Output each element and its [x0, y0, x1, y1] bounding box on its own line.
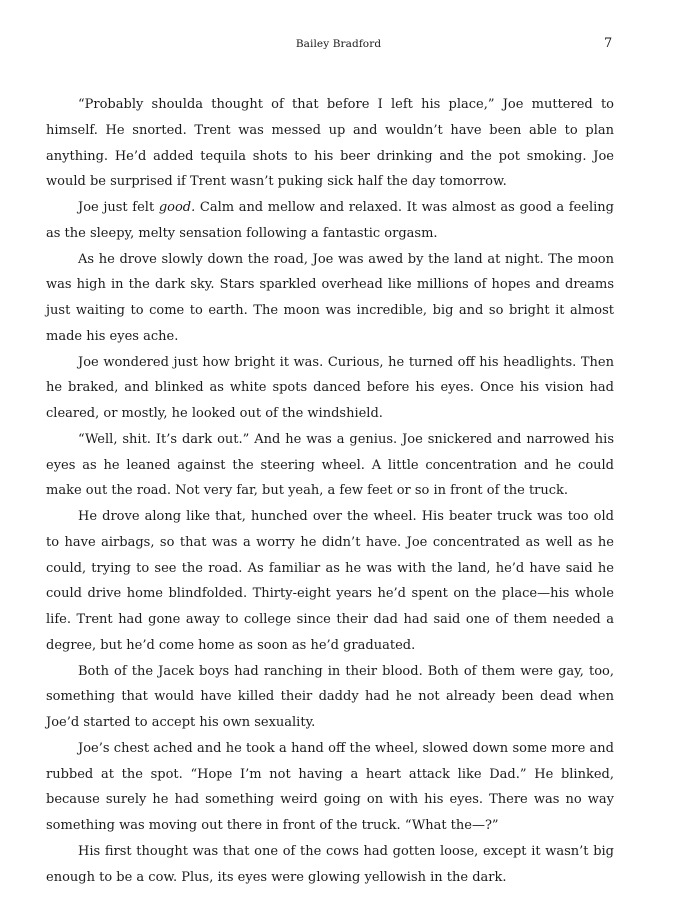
paragraph-7: Both of the Jacek boys had ranching in their blood. Both of them were gay, too, something that would have killed their daddy had he not already been dead when Joe’d started to accept his own sexuality. — [46, 663, 614, 730]
paragraph-4: Joe wondered just how bright it was. Curious, he turned off his headlights. Then he braked, and blinked as white spots danced before his eyes. Once his vision had cleared, or mostly, he looked out of the windshield. — [46, 354, 614, 421]
paragraph-2-rest: Calm and mellow and relaxed. It was almost as good a feeling as the sleepy, melty sensation following a fantastic orgasm. — [46, 200, 614, 241]
paragraph-5: “Well, shit. It’s dark out.” And he was a genius. Joe snickered and narrowed his eyes as he leaned against the steering wheel. A little concentration and he could make out the road. Not very far, but yeah, a few feet or so in front of the truck. — [46, 431, 614, 499]
running-header-author: Bailey Bradford — [295, 38, 382, 50]
paragraph-2 — [46, 195, 614, 247]
paragraph-9: His first thought was that one of the cows had gotten loose, except it wasn’t big enough to be a cow. Plus, its eyes were glowing yellowish in the dark. — [46, 843, 614, 885]
paragraph-2-emphasis: good. — [158, 200, 196, 215]
body-text — [46, 92, 614, 890]
paragraph-6: He drove along like that, hunched over the wheel. His beater truck was too old to have airbags, so that was a worry he didn’t have. Joe concentrated as well as he could, trying to see the road. As familiar as he was with the land, he’d have said he could drive home blindfolded. Thirty-eight years he’d spent on the place—his whole life. Trent had gone away to college since their dad had said one of them needed a degree, but he’d come home as soon as he’d graduated. — [46, 509, 614, 653]
paragraph-1: “Probably shoulda thought of that before I left his place,” Joe muttered to himself. He snorted. Trent was messed up and wouldn’t have been able to plan anything. He’d added tequila shots to his beer drinking and the pot smoking. Joe would be surprised if Trent wasn’t puking sick half the day tomorrow. — [46, 97, 614, 190]
page-number: 7 — [604, 36, 613, 51]
paragraph-2-lead: Joe just felt — [78, 200, 159, 215]
paragraph-8: Joe’s chest ached and he took a hand off the wheel, slowed down some more and rubbed at the spot. “Hope I’m not having a heart attack like Dad.” He blinked, because surely he had something weird going on with his eyes. There was no way something was moving out there in front of the truck. “What the—?” — [46, 740, 614, 833]
paragraph-3: As he drove slowly down the road, Joe was awed by the land at night. The moon was high in the dark sky. Stars sparkled overhead like millions of hopes and dreams just waiting to come to earth. The moon was incredible, big and so bright it almost made his eyes ache. — [46, 251, 614, 344]
